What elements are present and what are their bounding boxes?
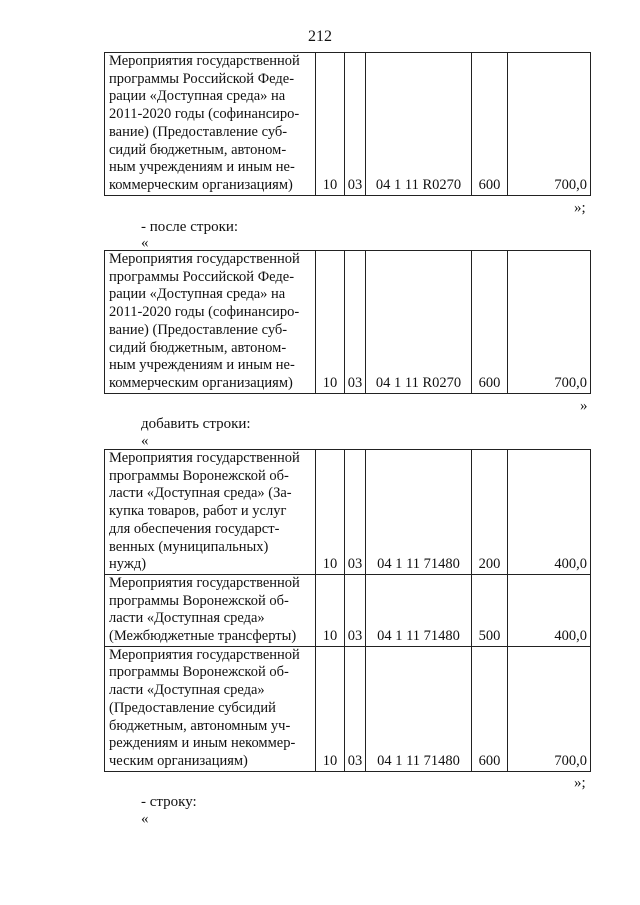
row-name-line: вание) (Предоставление суб- xyxy=(109,123,288,140)
row-name-line: ным учреждениям и иным не- xyxy=(109,159,295,176)
opening-quote: « xyxy=(141,235,149,251)
budget-table-first xyxy=(104,52,591,196)
row-name-line: 2011-2020 годы (софинансиро- xyxy=(109,304,300,321)
row-name-line: Мероприятия государственной xyxy=(109,450,300,466)
row-name-line: программы Российской Феде- xyxy=(109,70,295,87)
target-article-code: 04 1 11 71480 xyxy=(366,574,472,646)
row-name-cell xyxy=(105,574,316,646)
subsection-code: 03 xyxy=(345,574,366,646)
row-name-line: коммерческим организациям) xyxy=(109,374,293,391)
subsection-code: 03 xyxy=(345,53,366,196)
row-name-line: Мероприятия государственной xyxy=(109,53,300,69)
target-article-code: 04 1 11 R0270 xyxy=(366,251,472,394)
amount: 700,0 xyxy=(508,646,591,771)
row-name-cell xyxy=(105,646,316,771)
row-name-line: реждениям и иным некоммер- xyxy=(109,735,296,752)
target-article-code: 04 1 11 71480 xyxy=(366,450,472,575)
opening-quote: « xyxy=(141,433,149,449)
row-name-line: рации «Доступная среда» на xyxy=(109,88,286,105)
amount: 700,0 xyxy=(508,53,591,196)
section-code: 10 xyxy=(316,574,345,646)
row-name-line: сидий бюджетным, автоном- xyxy=(109,141,287,158)
row-name-line: венных (муниципальных) xyxy=(109,538,269,555)
expense-type-code: 200 xyxy=(472,450,508,575)
instruction-row: - строку: xyxy=(141,794,197,810)
table-row xyxy=(105,251,591,394)
subsection-code: 03 xyxy=(345,251,366,394)
row-name-cell xyxy=(105,450,316,575)
row-name-line: рации «Доступная среда» на xyxy=(109,286,286,303)
row-name-line: ласти «Доступная среда» xyxy=(109,610,265,627)
page-number: 212 xyxy=(308,28,332,45)
budget-table-second xyxy=(104,250,591,394)
row-name-line: для обеспечения государст- xyxy=(109,520,280,537)
table-row xyxy=(105,646,591,771)
row-name-line: Мероприятия государственной xyxy=(109,646,300,663)
target-article-code: 04 1 11 71480 xyxy=(366,646,472,771)
section-code: 10 xyxy=(316,450,345,575)
row-name-line: программы Воронежской об- xyxy=(109,664,289,681)
amount: 700,0 xyxy=(508,251,591,394)
row-name-line: ласти «Доступная среда» (За- xyxy=(109,485,292,502)
expense-type-code: 600 xyxy=(472,251,508,394)
row-name-line: сидий бюджетным, автоном- xyxy=(109,339,287,356)
instruction-add-lines: добавить строки: xyxy=(141,416,251,432)
row-name-line: коммерческим организациям) xyxy=(109,176,293,193)
subsection-code: 03 xyxy=(345,646,366,771)
row-name-line: купка товаров, работ и услуг xyxy=(109,503,287,520)
expense-type-code: 600 xyxy=(472,53,508,196)
row-name-line: ческим организациям) xyxy=(109,752,248,769)
subsection-code: 03 xyxy=(345,450,366,575)
amount: 400,0 xyxy=(508,450,591,575)
closing-quote: »; xyxy=(574,775,586,791)
row-name-cell xyxy=(105,251,316,394)
row-name-line: программы Воронежской об- xyxy=(109,592,289,609)
row-name-line: ным учреждениям и иным не- xyxy=(109,357,295,374)
row-name-line: ласти «Доступная среда» xyxy=(109,682,265,699)
table-row xyxy=(105,450,591,575)
opening-quote: « xyxy=(141,811,149,827)
table-row xyxy=(105,574,591,646)
section-code: 10 xyxy=(316,251,345,394)
section-code: 10 xyxy=(316,53,345,196)
row-name-cell xyxy=(105,53,316,196)
row-name-line: нужд) xyxy=(109,556,147,573)
section-code: 10 xyxy=(316,646,345,771)
target-article-code: 04 1 11 R0270 xyxy=(366,53,472,196)
row-name-line: (Межбюджетные трансферты) xyxy=(109,628,297,645)
row-name-line: 2011-2020 годы (софинансиро- xyxy=(109,106,300,123)
row-name-line: программы Российской Феде- xyxy=(109,268,295,285)
closing-quote: »; xyxy=(574,200,586,216)
table-row xyxy=(105,53,591,196)
instruction-after-line: - после строки: xyxy=(141,219,239,235)
row-name-line: бюджетным, автономным уч- xyxy=(109,717,291,734)
row-name-line: Мероприятия государственной xyxy=(109,574,300,591)
budget-table-added xyxy=(104,449,591,772)
amount: 400,0 xyxy=(508,574,591,646)
row-name-line: вание) (Предоставление суб- xyxy=(109,321,288,338)
expense-type-code: 600 xyxy=(472,646,508,771)
row-name-line: программы Воронежской об- xyxy=(109,467,289,484)
expense-type-code: 500 xyxy=(472,574,508,646)
row-name-line: (Предоставление субсидий xyxy=(109,699,276,716)
row-name-line: Мероприятия государственной xyxy=(109,251,300,267)
closing-quote: » xyxy=(580,398,588,414)
